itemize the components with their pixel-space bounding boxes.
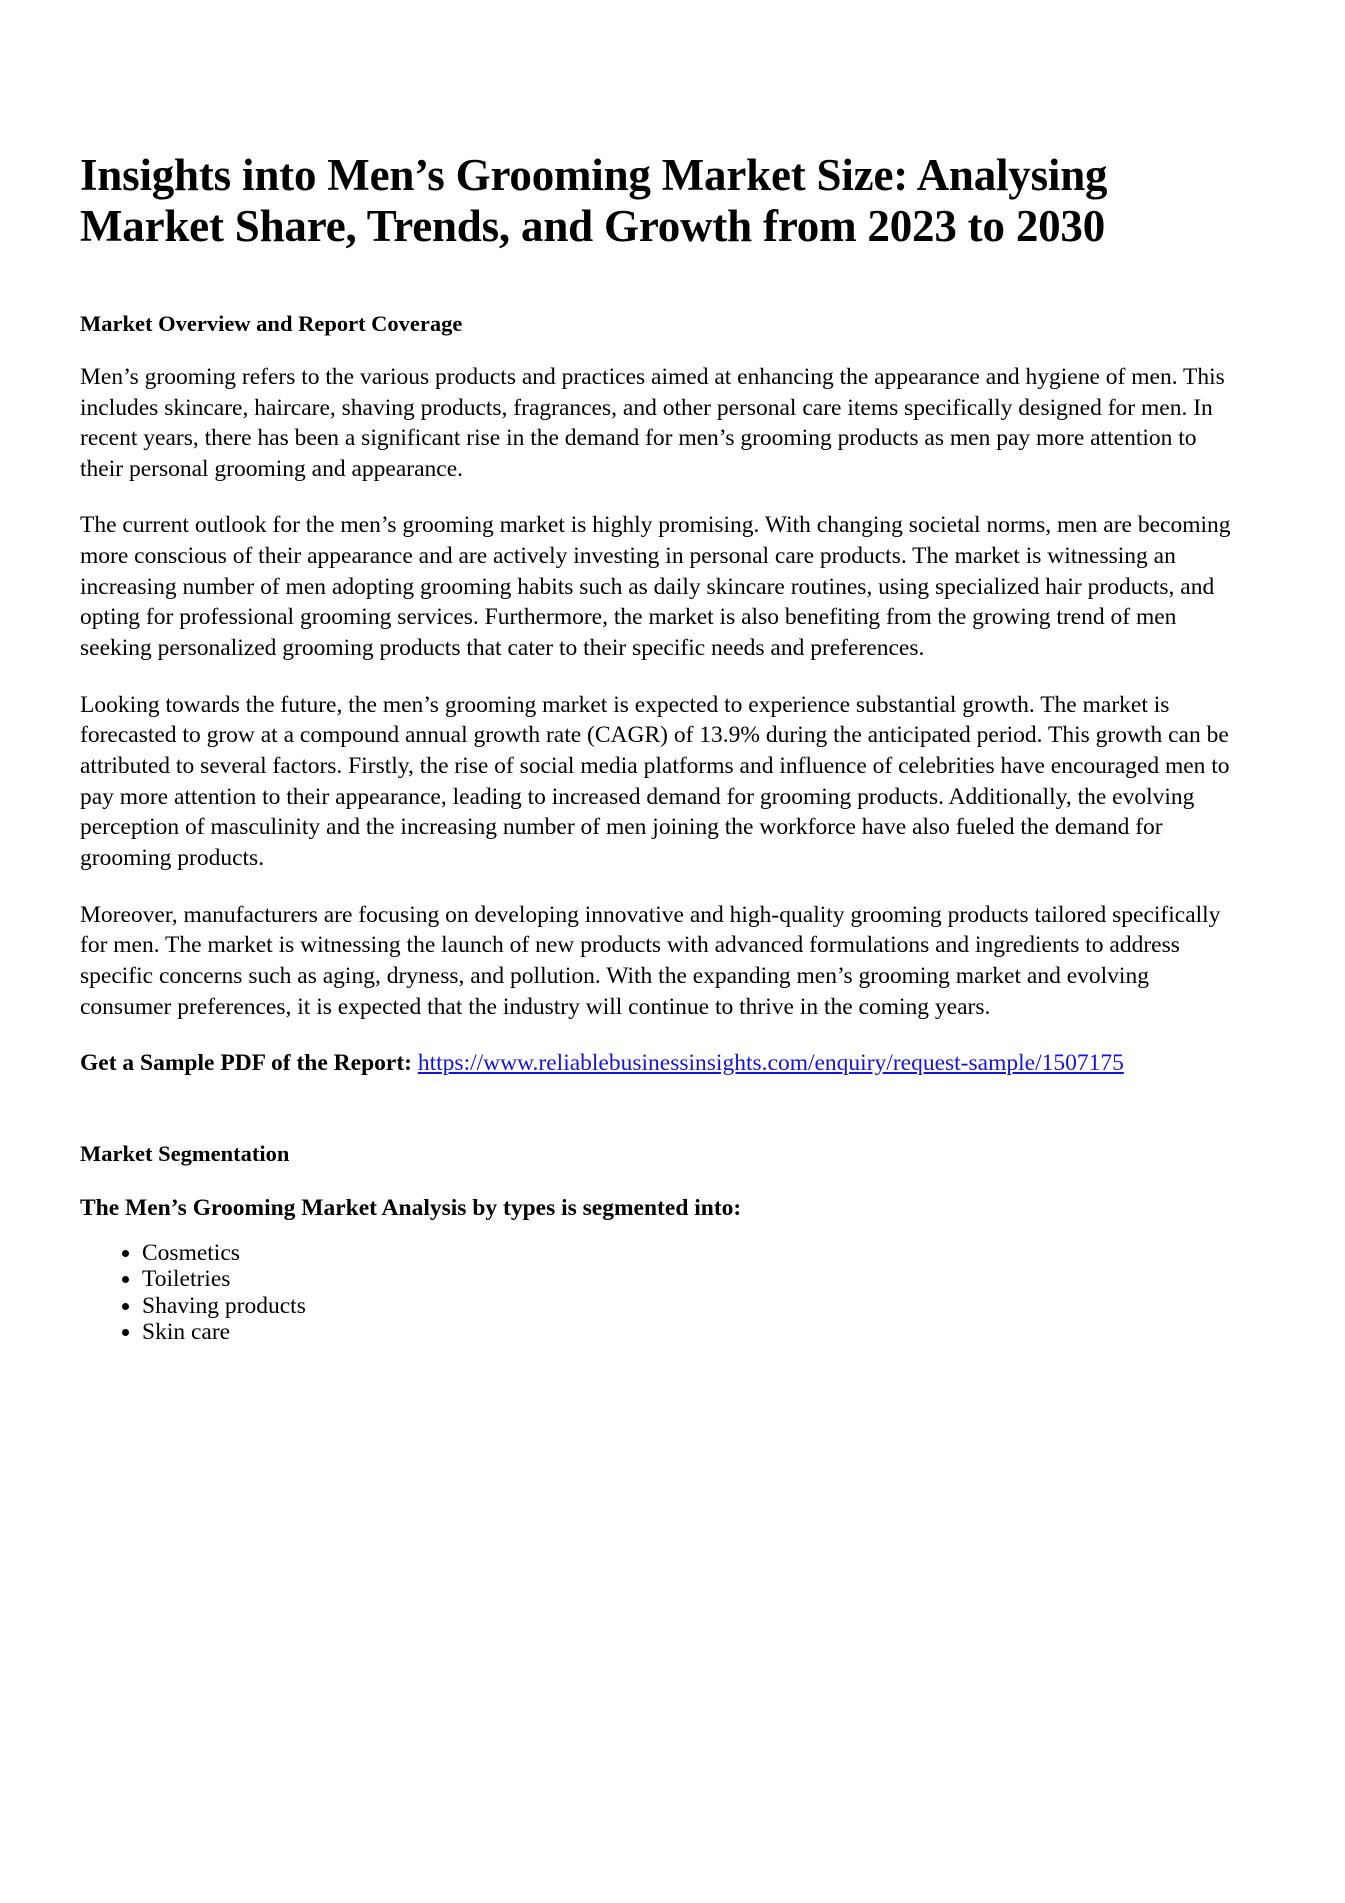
list-item: • Shaving products bbox=[142, 1293, 1240, 1319]
section-heading-market-segmentation: Market Segmentation bbox=[80, 1140, 290, 1166]
overview-paragraph-1: Men’s grooming refers to the various products and practices aimed at enhancing the appearance and hygiene of men. This includes skincare, haircare, shaving products, fragrances, and other personal care items specifically designed for men. In recent years, there has been a significant rise in the demand for men’s grooming products as men pay more attention to their personal grooming and appearance. bbox=[80, 363, 1225, 482]
sample-pdf-label: Get a Sample PDF of the Report: bbox=[80, 1050, 412, 1077]
list-item: • Toiletries bbox=[142, 1266, 1240, 1292]
sample-pdf-cta bbox=[80, 1048, 1240, 1079]
segmentation-subheading: The Men’s Grooming Market Analysis by types is segmented into: bbox=[80, 1194, 742, 1221]
overview-paragraph-2: The current outlook for the men’s grooming market is highly promising. With changing societal norms, men are becoming more conscious of their appearance and are actively investing in personal care products. The market is witnessing an increasing number of men adopting grooming habits such as daily skincare routines, using specialized hair products, and opting for professional grooming services. Furthermore, the market is also benefiting from the growing trend of men seeking personalized grooming products that cater to their specific needs and preferences. bbox=[80, 512, 1231, 662]
list-item: • Skin care bbox=[142, 1319, 1240, 1345]
section-spacer bbox=[80, 1079, 1240, 1141]
page-title: Insights into Men’s Grooming Market Size: Analysing Market Share, Trends, and Growth from 2023 to 2030 bbox=[80, 150, 1108, 252]
overview-paragraph-4: Moreover, manufacturers are focusing on developing innovative and high-quality grooming products tailored specifically for men. The market is witnessing the launch of new products with advanced formulations and ingredients to address specific concerns such as aging, dryness, and pollution. With the expanding men’s grooming market and evolving consumer preferences, it is expected that the industry will continue to thrive in the coming years. bbox=[80, 901, 1221, 1020]
overview-paragraph-3: Looking towards the future, the men’s grooming market is expected to experience substantial growth. The market is forecasted to grow at a compound annual growth rate (CAGR) of 13.9% during the anticipated period. This growth can be attributed to several factors. Firstly, the rise of social media platforms and influence of celebrities have encouraged men to pay more attention to their appearance, leading to increased demand for grooming products. Additionally, the evolving perception of masculinity and the increasing number of men joining the workforce have also fueled the demand for grooming products. bbox=[80, 691, 1230, 872]
list-item: • Cosmetics bbox=[142, 1240, 1240, 1266]
sample-pdf-link[interactable]: https://www.reliablebusinessinsights.com/enquiry/request-sample/1507175 bbox=[417, 1050, 1124, 1077]
section-heading-market-overview: Market Overview and Report Coverage bbox=[80, 310, 463, 336]
segmentation-types-list bbox=[80, 1240, 1240, 1345]
